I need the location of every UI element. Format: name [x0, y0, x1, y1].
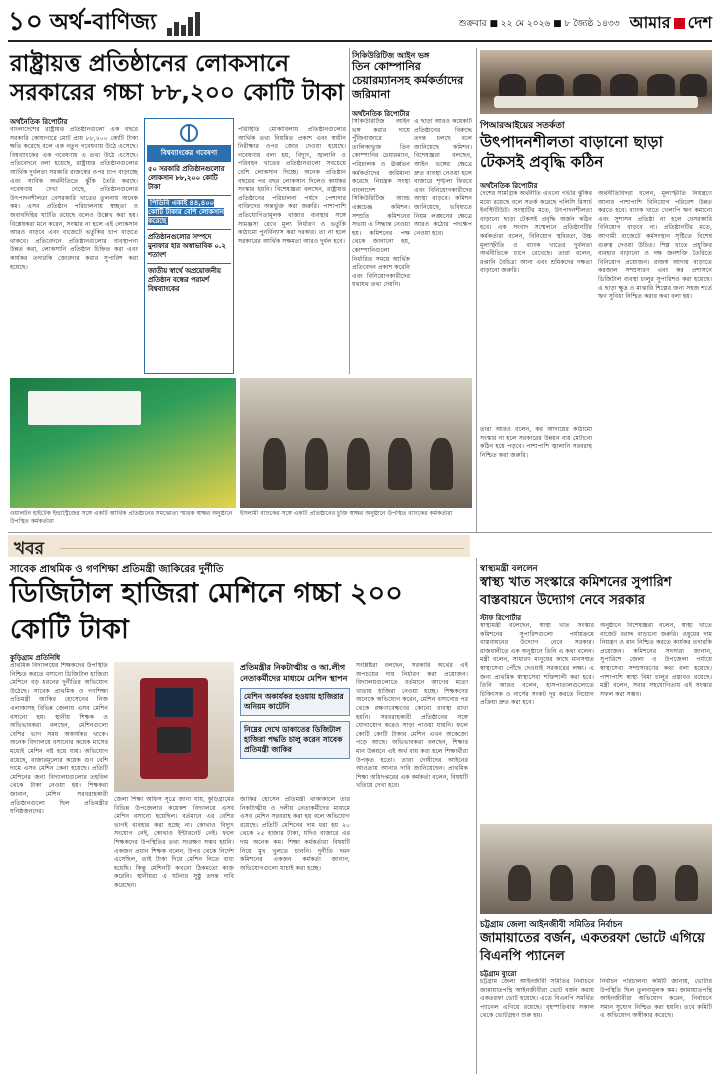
logo-text-left: আমার [629, 12, 671, 32]
lead-photo-caption-2: ইসলামী ব্যাংকের সঙ্গে একটি প্রতিষ্ঠানের চুক্তি স্বাক্ষর অনুষ্ঠানে উপস্থিত ব্যাংকের কর্মকর্তারা [240, 510, 453, 517]
health-headline: স্বাস্থ্য খাত সংস্কারে কমিশনের সুপারিশ বাস্তবায়নে উদ্যোগ নেবে সরকার [480, 575, 672, 608]
health-kicker: স্বাস্থ্যমন্ত্রী বললেন [480, 564, 538, 574]
lead-body-col2: পরিস্থিতি মোকাবিলায় প্রতিষ্ঠানগুলোর আর্থিক তথ্য নিয়মিত প্রকাশ এবং স্বাধীন নিরীক্ষার ওপর জোর দেওয়া হয়েছে। গবেষণায় বলা হয়, বিদ্যুৎ, জ্বালানি ও পরিবহন খাতের প্রতিষ্ঠানগুলো সবচেয়ে বেশি লোকসান দিচ্ছে। অনেক প্রতিষ্ঠান বছরের পর বছর লোকসান দিলেও কার্যকর সংস্কার হয়নি। বিশেষজ্ঞরা বলছেন, রাষ্ট্রায়ত্ত প্রতিষ্ঠানের পরিচালনা পর্ষদে পেশাদার ব্যক্তিদের অন্তর্ভুক্ত করা জরুরি। পাশাপাশি প্রতিযোগিতামূলক বাজার ব্যবস্থার সঙ্গে সামঞ্জস্য রেখে মূল্য নির্ধারণ ও ভর্তুকি কাঠামো পুনর্বিন্যাস করা দরকার। তা না হলে সরকারের আর্থিক সক্ষমতা আরও দুর্বল হবে। [238, 126, 346, 245]
securities-body-col2: এ ছাড়া আরও কয়েকটি প্রতিষ্ঠানের বিরুদ্ধে তদন্ত চলছে বলে জানিয়েছে কমিশন। বিশেষজ্ঞরা বলছেন, আইন ভঙ্গের ক্ষেত্রে দ্রুত ব্যবস্থা নেওয়া হলে বাজারে শৃঙ্খলা ফিরবে এবং বিনিয়োগকারীদের আস্থা বাড়বে। কমিশন জানিয়েছে, ভবিষ্যতে নিয়ম লঙ্ঘনের ক্ষেত্রে আরও কঠোর পদক্ষেপ নেওয়া হবে। [414, 118, 472, 237]
section-title: অর্থ-বাণিজ্য [49, 9, 157, 35]
infobox-point-4: জাতীয় স্বার্থে অপ্রয়োজনীয় প্রতিষ্ঠান বন্ধের পরামর্শ বিশ্বব্যাংকের [147, 263, 231, 297]
pri-kicker: পিআরআইয়ের সতর্কতা [480, 121, 565, 131]
logo-square-icon [674, 18, 685, 29]
pri-body-col2: অর্থনীতিবিদরা বলেন, মূল্যস্ফীতি নিয়ন্ত্রণে আনার পাশাপাশি বিনিয়োগ পরিবেশ উন্নত করতে হবে। ব্যাংক খাতে খেলাপি ঋণ কমানো এবং সুশাসন প্রতিষ্ঠা না হলে বেসরকারি বিনিয়োগ বাড়বে না। প্রতিষ্ঠানটির মতে, আগামী বাজেটে কর্মসংস্থান সৃষ্টিতে বিশেষ গুরুত্ব দেওয়া উচিত। শিল্প খাতে প্রযুক্তির ব্যবহার বাড়ানো ও দক্ষ জনশক্তি তৈরিতে বিনিয়োগ প্রয়োজন। রাজস্ব আদায় বাড়াতে করজাল সম্প্রসারণ এবং কর প্রশাসনে ডিজিটাল ব্যবস্থা চালুর সুপারিশও করা হয়েছে। এ ছাড়া ক্ষুদ্র ও মাঝারি শিল্পের জন্য সহজ শর্তে ঋণ সুবিধা নিশ্চিত করার কথা বলা হয়। [598, 190, 712, 301]
securities-kicker: সিকিউরিটিজ আইন ভঙ্গ [352, 51, 430, 60]
issue-date: শুক্রবার ■ ২২ মে ২০২৬ ■ ৮ জ্যৈষ্ঠ ১৪৩৩ [458, 18, 620, 29]
page-number: ১০ [8, 7, 44, 37]
attendance-machine-photo [114, 662, 234, 792]
pull-label: প্রতিমন্ত্রীর নিকটাত্মীয় ও আ.লীগ নেতাকর্মীদের মাধ্যমে মেশিন স্থাপন [240, 663, 348, 683]
infobox-point-3: প্রতিষ্ঠানগুলোর সম্পদে মুনাফার হার অস্বাভাবিক ০.২ শতাংশ [147, 229, 231, 263]
pri-photo [480, 50, 712, 114]
pri-body-col1b: তারা আরও বলেন, কর আদায়ের কাঠামো সংস্কার না হলে সরকারের উন্নয়ন ব্যয় মেটানো কঠিন হয়ে পড়বে। পাশাপাশি জ্বালানি সরবরাহ নিশ্চিত করা জরুরি। [480, 426, 592, 459]
digital-kicker: সাবেক প্রাথমিক ও গণশিক্ষা প্রতিমন্ত্রী জাকিরের দুর্নীতি [10, 564, 224, 575]
lead-photo-event [10, 378, 236, 508]
lead-body-col1: বাংলাদেশের রাষ্ট্রায়ত্ত প্রতিষ্ঠানগুলো এক বছরে সরকারি কোষাগারে মোট প্রায় ৮৮,২০০ কোটি টাকা ক্ষতি করেছে বলে এক নতুন গবেষণায় উঠে এসেছে। বিশ্বব্যাংকের এক গবেষণায় এ তথ্য উঠে এসেছে। প্রতিবেদনে বলা হয়েছে, রাষ্ট্রায়ত্ত প্রতিষ্ঠানগুলোর আর্থিক দুর্বলতা সরকারি রাজস্বের ওপর চাপ বাড়াচ্ছে এবং সার্বিক অর্থনীতিতে ঝুঁকি তৈরি করছে। গবেষণায় দেখা গেছে, প্রতিষ্ঠানগুলোর উৎপাদনশীলতা বেসরকারি খাতের তুলনায় অনেক কম। এসব প্রতিষ্ঠান পরিচালনায় স্বচ্ছতা ও জবাবদিহির ঘাটতি রয়েছে বলেও উল্লেখ করা হয়। বিশ্লেষকরা মনে করেন, সংস্কার না হলে এই লোকসান আরও বাড়বে এবং বাজেটে ভর্তুকির চাপ বাড়তে থাকবে। প্রতিবেদনে প্রতিষ্ঠানগুলোর ব্যবস্থাপনা উন্নত করা, লোকসানি প্রতিষ্ঠান চিহ্নিত করা এবং কার্যকর তদারকি জোরদার করার সুপারিশ করা হয়েছে। [10, 126, 138, 271]
section-band-label: খবর [14, 539, 44, 559]
digital-byline: কুড়িগ্রাম প্রতিনিধি [10, 654, 61, 662]
digital-body-col2: জাকির হোসেন প্রতিমন্ত্রী থাকাকালে তার নিকটাত্মীয় ও দলীয় নেতাকর্মীদের মাধ্যমে এসব মেশিন সরবরাহ করা হয় বলে অভিযোগ রয়েছে। প্রতিটি মেশিনের দাম ধরা হয় ২০ থেকে ২৫ হাজার টাকা, যদিও বাজারে এর দাম অনেক কম। শিক্ষা কর্মকর্তারা বিষয়টি নিয়ে মুখ খুলতে চাননি। দুর্নীতি দমন কমিশনের একজন কর্মকর্তা জানান, অভিযোগগুলো যাচাই করা হচ্ছে। [240, 796, 350, 872]
digital-headline: ডিজিটাল হাজিরা মেশিনে গচ্চা ২০০ কোটি টাকা [10, 578, 403, 645]
lead-headline: রাষ্ট্রায়ত্ত প্রতিষ্ঠানের লোকসানে সরকারের গচ্চা ৮৮,২০০ কোটি টাকা [10, 51, 344, 106]
pull-card-2: নিম্নের দেখে ডাকাতের ডিজিটাল হাজিরা পদ্ধতি চালু করেন সাবেক প্রতিমন্ত্রী জাকির [240, 721, 350, 759]
infobox-point-1: ৫০ সরকারি প্রতিষ্ঠানগুলোর লোকসান ৮৮,২০০ কোটি টাকা [147, 161, 231, 195]
globe-icon [180, 124, 198, 142]
digital-body-col1: প্রাথমিক বিদ্যালয়ের শিক্ষকদের উপস্থিতি নিশ্চিত করতে বসানো ডিজিটাল হাজিরা মেশিনে বড় ধরনের দুর্নীতির অভিযোগ উঠেছে। সাবেক প্রাথমিক ও গণশিক্ষা প্রতিমন্ত্রী জাকির হোসেনের নিজ এলাকাসহ বিভিন্ন জেলায় এসব মেশিন বসানো হয়। স্থানীয় শিক্ষক ও অভিভাবকরা বলছেন, মেশিনগুলো বেশির ভাগ সময় অকার্যকর থাকে। অনেক বিদ্যালয়ে বসানোর কয়েক মাসের মধ্যেই মেশিন নষ্ট হয়ে যায়। অভিযোগ রয়েছে, বাজারমূল্যের কয়েক গুণ বেশি দামে এসব মেশিন কেনা হয়েছে। প্রতিটি মেশিনের জন্য বিদ্যালয়গুলোর তহবিল থেকে টাকা নেওয়া হয়। শিক্ষকরা জানান, মেশিন সরবরাহকারী প্রতিষ্ঠানগুলো ছিল প্রতিমন্ত্রীর ঘনিষ্ঠজনদের। [10, 662, 108, 816]
chattogram-body-col2: নির্বাচন পরিচালনা কমিটি জানায়, ভোটার উপস্থিতি ছিল তুলনামূলক কম। জামায়াতপন্থি আইনজীবীরা অভিযোগ করেন, নির্বাচনে সমান সুযোগ নিশ্চিত করা হয়নি। তবে কমিটি এ অভিযোগ অস্বীকার করেছে। [600, 978, 712, 1020]
masthead [8, 6, 712, 42]
health-byline: স্টাফ রিপোর্টার [480, 614, 522, 622]
lead-photo-caption: ওয়ালটন হাইটেক ইন্ডাস্ট্রিজের সঙ্গে একটি আর্থিক প্রতিষ্ঠানের সমঝোতা স্মারক স্বাক্ষর অনুষ্ঠানে উপস্থিত কর্মকর্তারা [10, 510, 233, 525]
securities-body-col1: সিকিউরিটিজ আইন ভঙ্গ করার দায়ে পুঁজিবাজারে তালিকাভুক্ত তিন কোম্পানির চেয়ারম্যান, পরিচালক ও ঊর্ধ্বতন কর্মকর্তাদের জরিমানা করেছে নিয়ন্ত্রক সংস্থা বাংলাদেশ সিকিউরিটিজ অ্যান্ড এক্সচেঞ্জ কমিশন। সম্প্রতি কমিশনের সভায় এ সিদ্ধান্ত নেওয়া হয়। কমিশনের পক্ষ থেকে জানানো হয়, কোম্পানিগুলো নির্ধারিত সময়ে আর্থিক প্রতিবেদন প্রকাশ করেনি এবং বিনিয়োগকারীদের যথাযথ তথ্য দেয়নি। [352, 118, 410, 289]
chattogram-kicker: চট্টগ্রাম জেলা আইনজীবী সমিতির নির্বাচন [480, 920, 623, 930]
lead-photo-meeting [240, 378, 472, 508]
section-band [8, 535, 470, 557]
pri-body-col1: দেশের সামগ্রিক অর্থনীতি এখনো গভীর ঝুঁকির মধ্যে রয়েছে বলে সতর্ক করেছে পলিসি রিসার্চ ইনস্টিটিউট। সংস্থাটির মতে, উৎপাদনশীলতা বাড়ানো ছাড়া টেকসই প্রবৃদ্ধি অর্জন কঠিন হবে। এক সংবাদ সম্মেলনে প্রতিষ্ঠানটির কর্মকর্তারা বলেন, বিনিয়োগ স্থবিরতা, উচ্চ মূল্যস্ফীতি ও ব্যাংক খাতের দুর্বলতা অর্থনীতিকে চাপে রেখেছে। তারা বলেন, রপ্তানি বৈচিত্র্য আনা এবং শ্রমিকদের দক্ষতা বাড়ানো জরুরি। [480, 190, 592, 275]
chattogram-body-col1: চট্টগ্রাম জেলা আইনজীবী সমিতির নির্বাচনে জামায়াতপন্থি আইনজীবীরা ভোট বর্জন করায় একতরফা ভোট হয়েছে। এতে বিএনপি সমর্থিত প্যানেল এগিয়ে রয়েছে। বৃহস্পতিবার সকাল থেকে ভোটগ্রহণ শুরু হয়। [480, 978, 594, 1020]
lead-infobox [144, 118, 234, 374]
lawyers-photo [480, 824, 712, 914]
pull-card-1: মেশিন অকার্যকর হওয়ায় হাজিরার অনিয়ম কাটেনি [240, 688, 350, 716]
pri-byline: অর্থনৈতিক রিপোর্টার [480, 182, 538, 190]
digital-body-col1b: জেলা শিক্ষা অফিস সূত্রে জানা যায়, কুড়িগ্রামের বিভিন্ন উপজেলার কয়েকশ বিদ্যালয়ে এসব মেশিন বসানো হয়েছিল। বর্তমানে এর বেশির ভাগই ব্যবহার করা হচ্ছে না। কোথাও বিদ্যুৎ সংযোগ নেই, কোথাও ইন্টারনেট নেই। ফলে শিক্ষকদের উপস্থিতির তথ্য সংরক্ষণ সম্ভব হয়নি। একজন প্রধান শিক্ষক বলেন, উপর থেকে নির্দেশ এসেছিল, তাই টাকা দিয়ে মেশিন নিতে বাধ্য হয়েছি। কিন্তু মেশিনটি কখনো ঠিকমতো কাজ করেনি। স্থানীয়রা এ ঘটনার সুষ্ঠু তদন্ত দাবি করেছেন। [114, 796, 234, 889]
bar-graphic-icon [167, 10, 200, 36]
pri-headline: উৎপাদনশীলতা বাড়ানো ছাড়া টেকসই প্রবৃদ্ধি কঠিন [480, 133, 663, 171]
chattogram-byline: চট্টগ্রাম ব্যুরো [480, 970, 517, 978]
securities-headline: তিন কোম্পানির চেয়ারম্যানসহ কর্মকর্তাদের জরিমানা [352, 60, 464, 101]
section-band-rule [60, 548, 464, 549]
lead-byline: অর্থনৈতিক রিপোর্টার [10, 118, 68, 126]
digital-body-col3: সংশ্লিষ্টরা বলছেন, সরকারি অর্থের এই অপচয়ের দায় নির্ধারণ করা প্রয়োজন। বিদ্যালয়গুলোতে বর্তমানে আগের মতো খাতায় হাজিরা নেওয়া হচ্ছে। শিক্ষকদের অনেকে অভিযোগ করেন, মেশিন বসানোর পর থেকে রক্ষণাবেক্ষণের কোনো ব্যবস্থা রাখা হয়নি। সরবরাহকারী প্রতিষ্ঠানের সঙ্গে যোগাযোগ করেও সাড়া পাওয়া যায়নি। ফলে কোটি কোটি টাকার মেশিন এখন অকেজো পড়ে আছে। অভিভাবকরা বলছেন, শিক্ষার মান উন্নয়নে এই অর্থ ব্যয় করা হলে শিক্ষার্থীরা উপকৃত হতো। তারা দোষীদের আইনের আওতায় আনার দাবি জানিয়েছেন। প্রাথমিক শিক্ষা অধিদপ্তরের এক কর্মকর্তা বলেন, বিষয়টি খতিয়ে দেখা হবে। [356, 662, 468, 790]
chattogram-headline: জামায়াতের বর্জন, একতরফা ভোটে এগিয়ে বিএনপি প্যানেল [480, 931, 705, 964]
digital-pull-quotes [240, 662, 350, 792]
health-body-col2: অনুষ্ঠানে বিশেষজ্ঞরা বলেন, স্বাস্থ্য খাতে বাজেট বরাদ্দ বাড়ানো জরুরি। ওষুধের দাম নিয়ন্ত্রণ ও মান নিশ্চিত করতে কার্যকর তদারকি প্রয়োজন। কমিশনের সদস্যরা জানান, সুপারিশে জেলা ও উপজেলা পর্যায়ে স্বাস্থ্যসেবা সম্প্রসারণের কথা বলা হয়েছে। পাশাপাশি স্বাস্থ্য বিমা চালুর প্রস্তাবও রয়েছে। মন্ত্রী বলেন, সবার সহযোগিতায় এই সংস্কার সফল করা সম্ভব। [600, 622, 712, 698]
health-body-col1: স্বাস্থ্যমন্ত্রী বলেছেন, স্বাস্থ্য খাত সংস্কার কমিশনের সুপারিশগুলো পর্যায়ক্রমে বাস্তবায়নের উদ্যোগ নেবে সরকার। রাজধানীতে এক অনুষ্ঠানে তিনি এ কথা বলেন। মন্ত্রী বলেন, সাধারণ মানুষের কাছে মানসম্মত স্বাস্থ্যসেবা পৌঁছে দেওয়াই সরকারের লক্ষ্য। এ জন্য প্রাথমিক স্বাস্থ্যসেবা শক্তিশালী করা হবে। তিনি আরও বলেন, হাসপাতালগুলোতে চিকিৎসক ও নার্সের সংকট দূর করতে নিয়োগ প্রক্রিয়া দ্রুত করা হবে। [480, 622, 594, 707]
securities-byline: অর্থনৈতিক রিপোর্টার [352, 110, 410, 118]
logo-text-right: দেশ [687, 12, 712, 32]
newspaper-logo [630, 10, 712, 37]
infobox-point-2 [147, 195, 231, 229]
infobox-point-2-text: পিডিবি একাই ৪৪,৪০০ কোটি টাকার বেশি লোকসান করেছে [148, 199, 224, 225]
infobox-title: বিশ্বব্যাংকের গবেষণা [147, 145, 231, 161]
